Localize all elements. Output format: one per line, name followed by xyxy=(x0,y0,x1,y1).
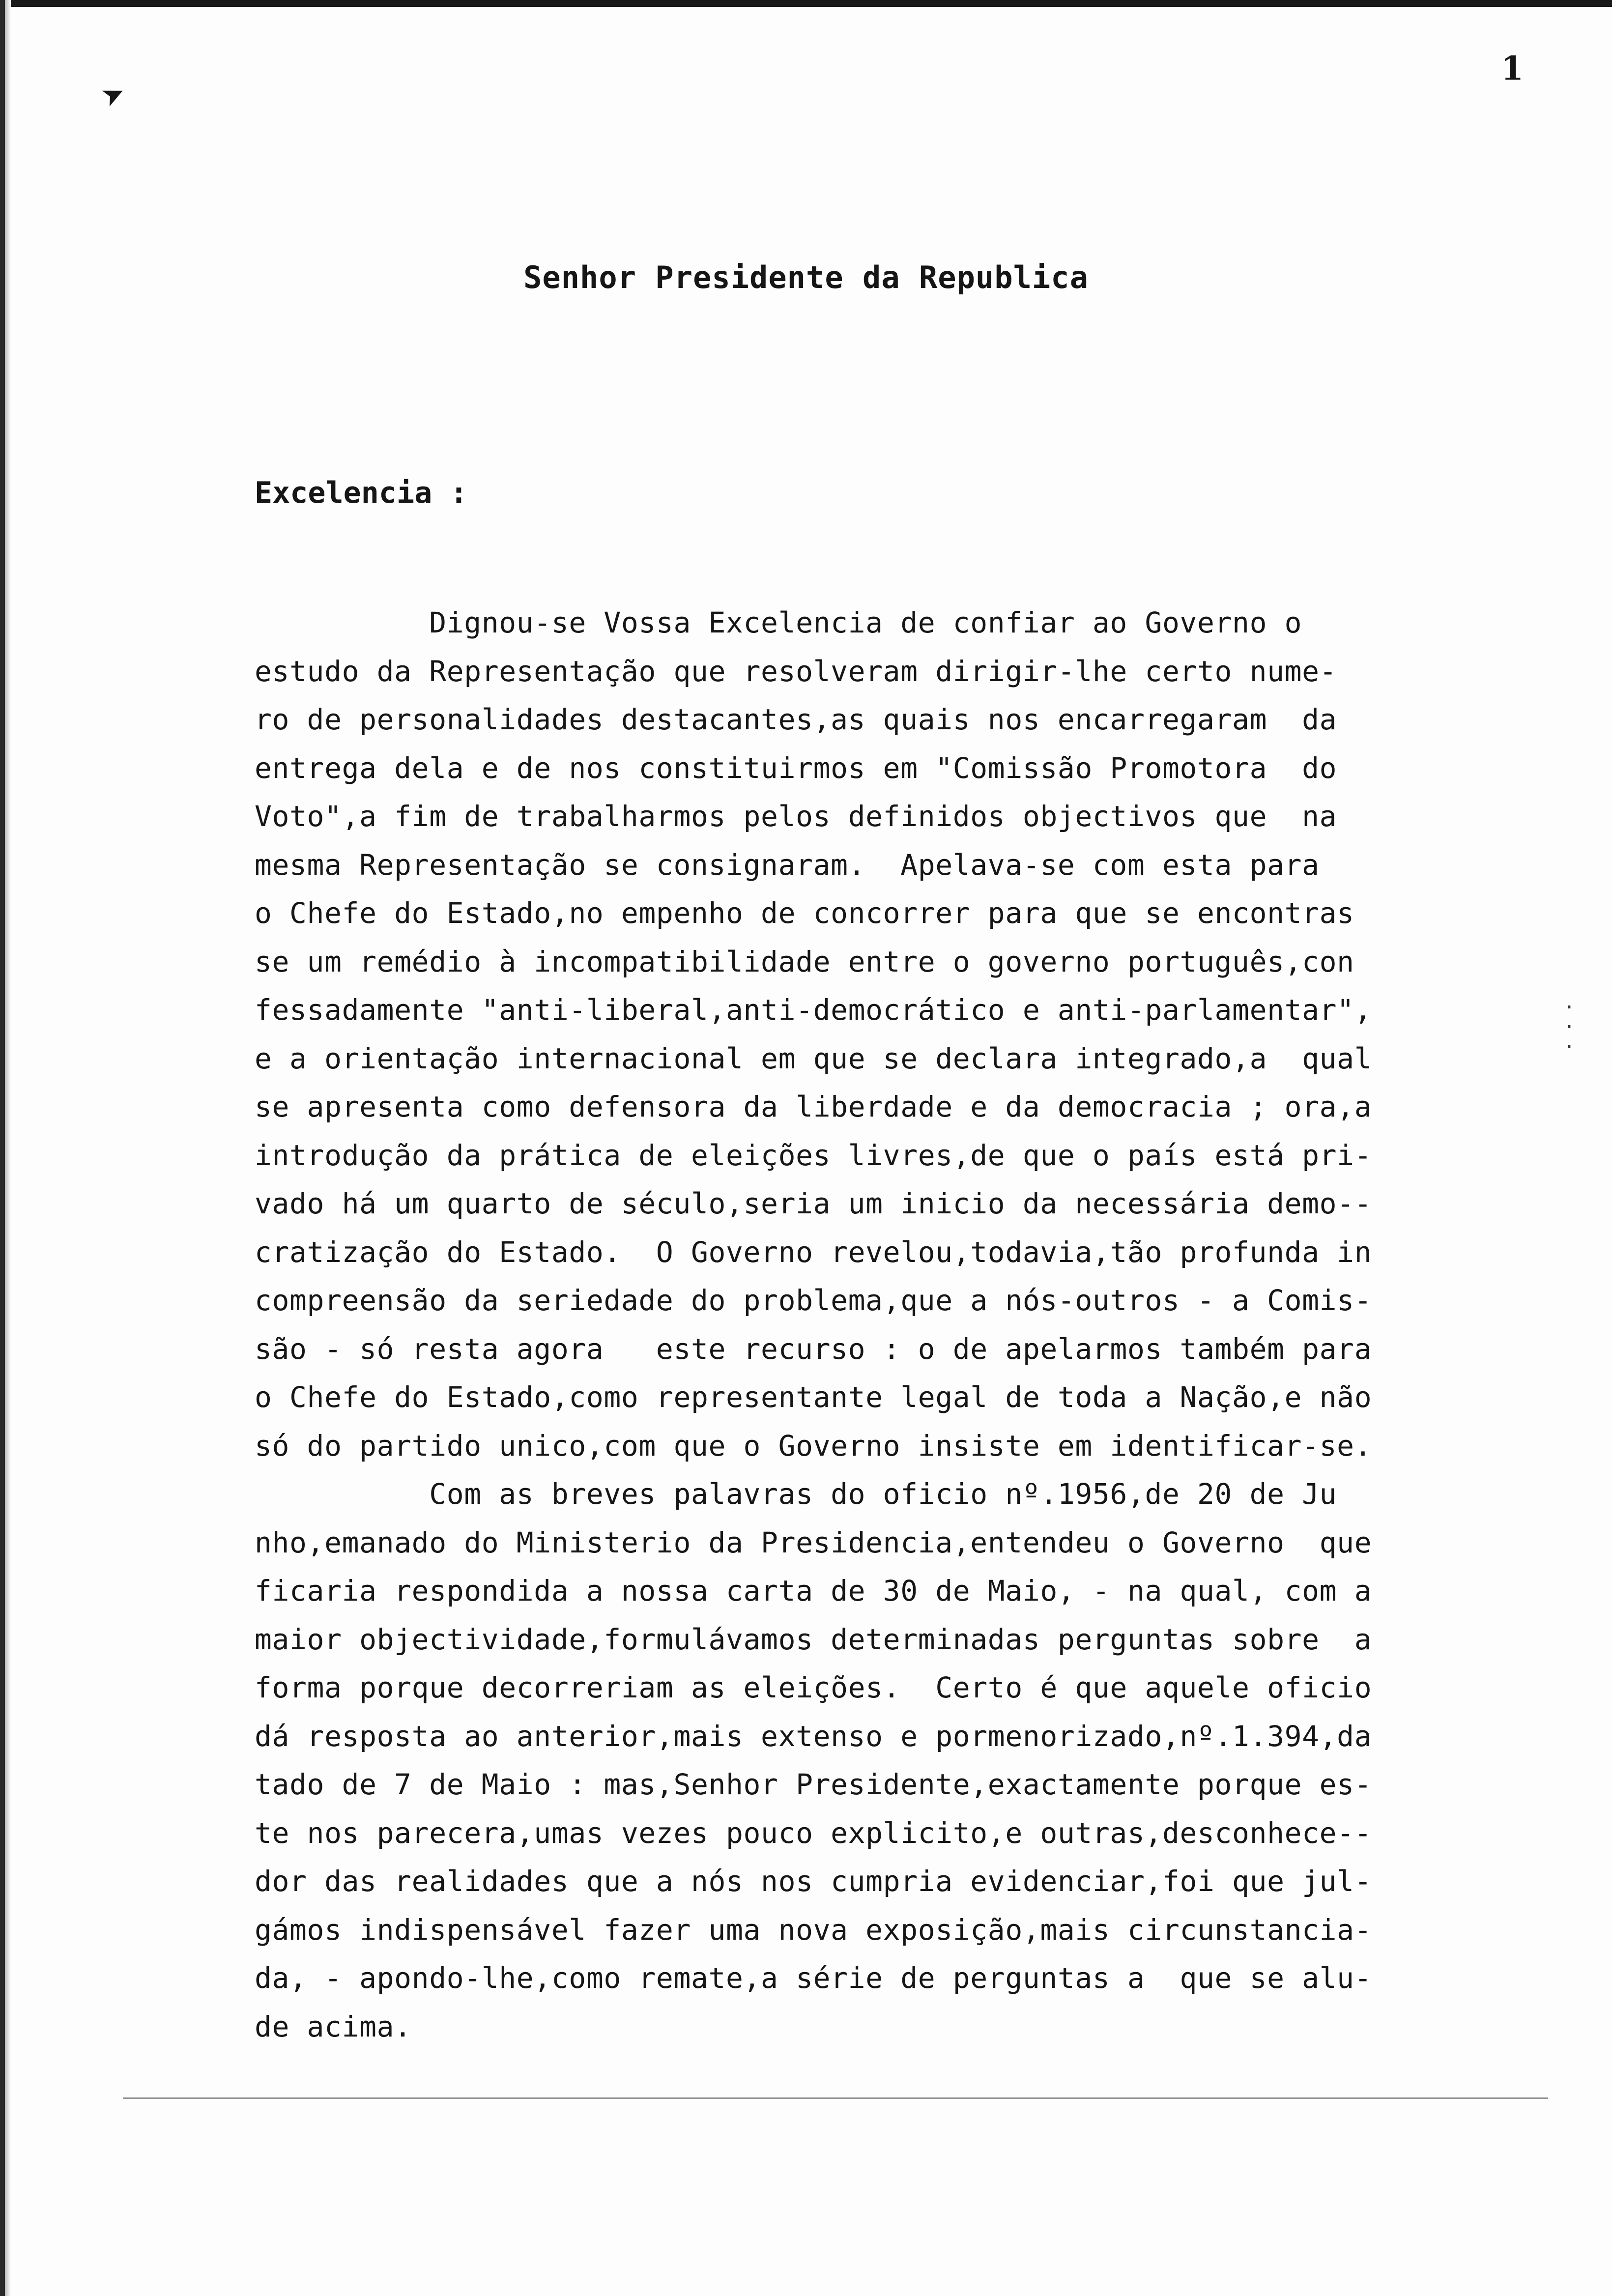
scan-edge-shadow xyxy=(5,0,11,2296)
margin-specks: · · · xyxy=(1563,996,1575,1058)
body-line: ro de personalidades destacantes,as quais nos encarregaram da xyxy=(255,703,1337,736)
body-line: Com as breves palavras do oficio nº.1956,de 20 de Ju xyxy=(255,1477,1337,1511)
body-line: Voto",a fim de trabalharmos pelos definidos objectivos que na xyxy=(255,800,1337,833)
body-line: dor das realidades que a nós nos cumpria evidenciar,foi que jul- xyxy=(255,1865,1372,1898)
body-line: só do partido unico,com que o Governo insiste em identificar-se. xyxy=(255,1429,1372,1463)
scan-edge-left xyxy=(0,0,5,2296)
body-line: estudo da Representação que resolveram dirigir-lhe certo nume- xyxy=(255,654,1337,688)
page-number: 1 xyxy=(1501,49,1524,87)
body-line: introdução da prática de eleições livres,de que o país está pri- xyxy=(255,1138,1372,1172)
salutation: Excelencia : xyxy=(255,476,468,510)
body-line: gámos indispensável fazer uma nova exposição,mais circunstancia- xyxy=(255,1913,1372,1947)
pen-mark-icon: ➤ xyxy=(95,71,135,121)
page-rule xyxy=(123,2097,1548,2099)
body-line: o Chefe do Estado,no empenho de concorrer para que se encontras xyxy=(255,896,1354,930)
body-line: te nos parecera,umas vezes pouco explicito,e outras,desconhece-- xyxy=(255,1816,1372,1850)
body-line: cratização do Estado. O Governo revelou,todavia,tão profunda in xyxy=(255,1235,1372,1269)
body-line: Dignou-se Vossa Excelencia de confiar ao Governo o xyxy=(255,606,1302,639)
body-line: da, - apondo-lhe,como remate,a série de perguntas a que se alu- xyxy=(255,1961,1372,1995)
body-line: maior objectividade,formulávamos determinadas perguntas sobre a xyxy=(255,1622,1372,1656)
body-line: são - só resta agora este recurso : o de apelarmos também para xyxy=(255,1332,1372,1366)
body-line: vado há um quarto de século,seria um inicio da necessária demo-- xyxy=(255,1187,1372,1220)
body-line: se um remédio à incompatibilidade entre o governo português,con xyxy=(255,945,1354,978)
letter-heading: Senhor Presidente da Republica xyxy=(523,259,1089,295)
body-line: entrega dela e de nos constituirmos em "Comissão Promotora do xyxy=(255,751,1337,785)
body-line: ficaria respondida a nossa carta de 30 de Maio, - na qual, com a xyxy=(255,1574,1372,1607)
body-line: nho,emanado do Ministerio da Presidencia,entendeu o Governo que xyxy=(255,1525,1372,1559)
body-line: fessadamente "anti-liberal,anti-democrático e anti-parlamentar", xyxy=(255,993,1372,1027)
body-line: de acima. xyxy=(255,2009,412,2043)
body-line: tado de 7 de Maio : mas,Senhor Presidente,exactamente porque es- xyxy=(255,1768,1372,1801)
body-line: forma porque decorreriam as eleições. Certo é que aquele oficio xyxy=(255,1671,1372,1704)
body-line: dá resposta ao anterior,mais extenso e pormenorizado,nº.1.394,da xyxy=(255,1719,1372,1753)
body-line: compreensão da seriedade do problema,que a nós-outros - a Comis- xyxy=(255,1284,1372,1317)
body-line: se apresenta como defensora da liberdade e da democracia ; ora,a xyxy=(255,1090,1372,1123)
body-line: mesma Representação se consignaram. Apelava-se com esta para xyxy=(255,848,1320,882)
letter-body xyxy=(255,599,1523,2051)
body-line: o Chefe do Estado,como representante legal de toda a Nação,e não xyxy=(255,1380,1372,1414)
body-line: e a orientação internacional em que se declara integrado,a qual xyxy=(255,1041,1372,1075)
scan-edge-top xyxy=(0,0,1612,7)
